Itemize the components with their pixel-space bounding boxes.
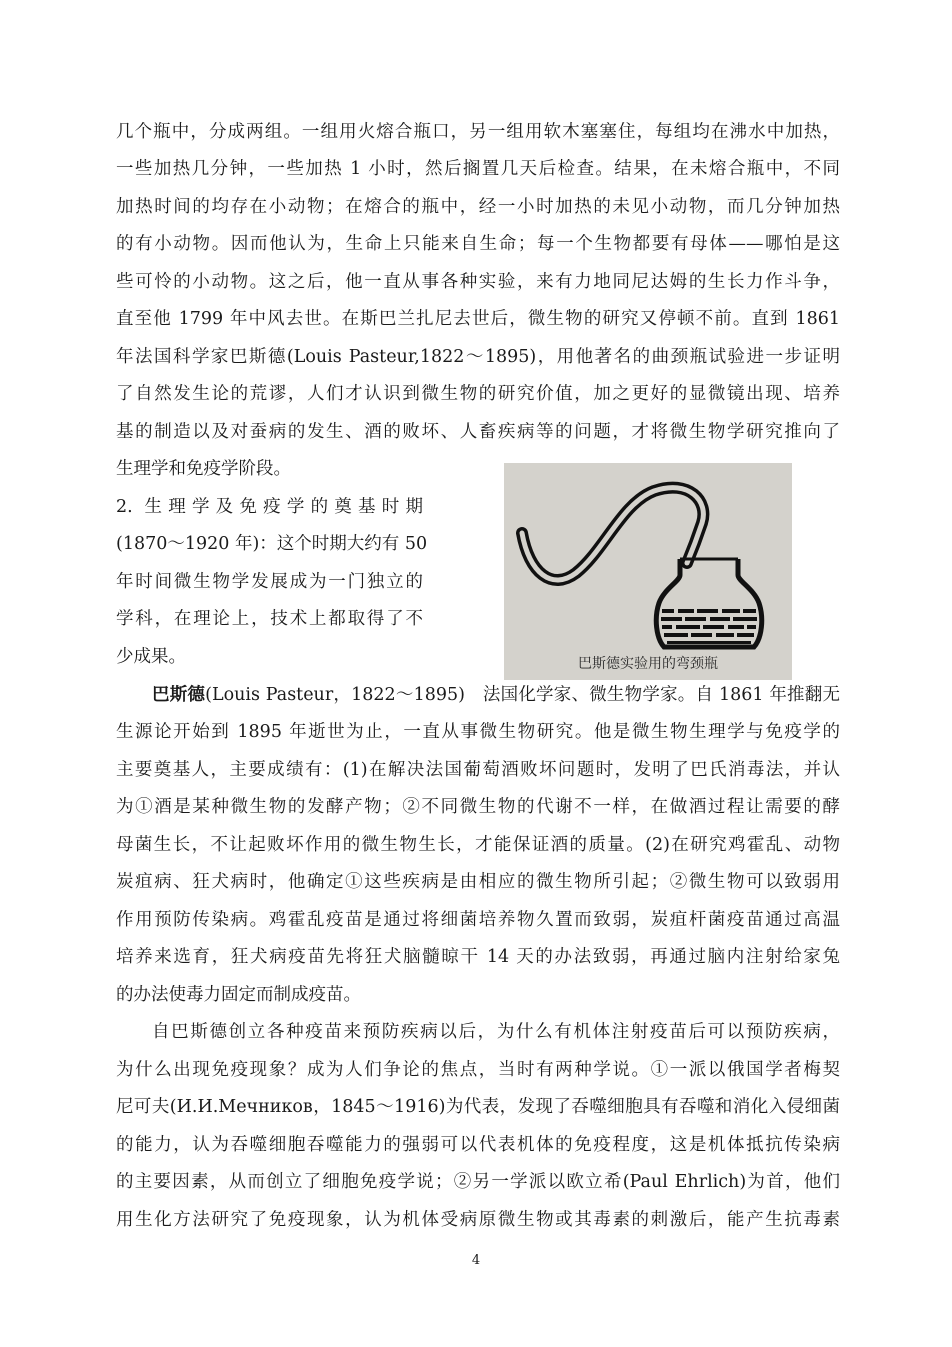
pasteur-heading: 巴斯德 bbox=[152, 685, 206, 705]
text-line: 的能力，认为吞噬细胞吞噬能力的强弱可以代表机体的免疫程度，这是机体抵抗传染病 bbox=[116, 1135, 840, 1155]
text-line: 自巴斯德创立各种疫苗来预防疾病以后，为什么有机体注射疫苗后可以预防疾病， bbox=[152, 1022, 840, 1042]
text-line: 些可怜的小动物。这之后，他一直从事各种实验，来有力地同尼达姆的生长力作斗争， bbox=[116, 272, 840, 292]
text-line: 的办法使毒力固定而制成疫苗。 bbox=[116, 985, 361, 1005]
text-line: 培养来选育，狂犬病疫苗先将狂犬脑髓晾干 14 天的办法致弱，再通过脑内注射给家兔 bbox=[116, 947, 840, 967]
text-line: 基的制造以及对蚕病的发生、酒的败坏、人畜疾病等的问题，才将微生物学研究推向了 bbox=[116, 422, 840, 442]
text-line: 母菌生长，不让起败坏作用的微生物生长，才能保证酒的质量。(2)在研究鸡霍乱、动物 bbox=[116, 835, 840, 855]
pasteur-first-line-rest: (Louis Pasteur，1822～1895) 法国化学家、微生物学家。自 1861 年推翻无 bbox=[205, 685, 840, 705]
text-line: 作用预防传染病。鸡霍乱疫苗是通过将细菌培养物久置而致弱，炭疽杆菌疫苗通过高温 bbox=[116, 910, 840, 930]
text-line: 主要奠基人，主要成绩有：(1)在解决法国葡萄酒败坏问题时，发明了巴氏消毒法，并认 bbox=[116, 760, 840, 780]
swan-neck-flask-illustration bbox=[504, 463, 792, 680]
swan-neck-flask-figure bbox=[504, 463, 792, 680]
text-line: 年法国科学家巴斯德(Louis Pasteur,1822～1895)，用他著名的曲颈瓶试验进一步证明 bbox=[116, 347, 840, 367]
text-line: 生源论开始到 1895 年逝世为止，一直从事微生物研究。他是微生物生理学与免疫学的 bbox=[116, 722, 840, 742]
text-line: 的有小动物。因而他认为，生命上只能来自生命；每一个生物都要有母体——哪怕是这 bbox=[116, 234, 840, 254]
text-line: 几个瓶中，分成两组。一组用火熔合瓶口，另一组用软木塞塞住，每组均在沸水中加热， bbox=[116, 122, 840, 142]
text-line: 少成果。 bbox=[116, 647, 186, 667]
text-line: 一些加热几分钟，一些加热 1 小时，然后搁置几天后检查。结果，在未熔合瓶中，不同 bbox=[116, 159, 840, 179]
text-line bbox=[152, 684, 840, 706]
text-line: 直至他 1799 年中风去世。在斯巴兰扎尼去世后，微生物的研究又停顿不前。直到 1861 bbox=[116, 309, 840, 329]
section-heading: 2. 生理学及免疫学的奠基时期 bbox=[116, 497, 423, 517]
text-line: 用生化方法研究了免疫现象，认为机体受病原微生物或其毒素的刺激后，能产生抗毒素 bbox=[116, 1210, 840, 1230]
text-line: 学科，在理论上，技术上都取得了不 bbox=[116, 609, 423, 629]
text-line: 尼可夫(И.И.Мечников，1845～1916)为代表，发现了吞噬细胞具有吞噬和消化入侵细菌 bbox=[116, 1097, 840, 1117]
text-line: (1870～1920 年)：这个时期大约有 50 bbox=[116, 534, 428, 554]
text-line: 炭疽病、狂犬病时，他确定①这些疾病是由相应的微生物所引起；②微生物可以致弱用 bbox=[116, 872, 840, 892]
text-line: 生理学和免疫学阶段。 bbox=[116, 459, 291, 479]
text-line: 的主要因素，从而创立了细胞免疫学说；②另一学派以欧立希(Paul Ehrlich)为首，他们 bbox=[116, 1172, 840, 1192]
text-line: 年时间微生物学发展成为一门独立的 bbox=[116, 572, 423, 592]
text-line: 为①酒是某种微生物的发酵产物；②不同微生物的代谢不一样，在做酒过程让需要的酵 bbox=[116, 797, 840, 817]
text-line: 加热时间的均存在小动物；在熔合的瓶中，经一小时加热的未见小动物，而几分钟加热 bbox=[116, 197, 840, 217]
text-line: 为什么出现免疫现象？成为人们争论的焦点，当时有两种学说。①一派以俄国学者梅契 bbox=[116, 1060, 840, 1080]
figure-caption: 巴斯德实验用的弯颈瓶 bbox=[578, 656, 718, 672]
page-number: 4 bbox=[471, 1253, 481, 1268]
text-line: 了自然发生论的荒谬，人们才认识到微生物的研究价值，加之更好的显微镜出现、培养 bbox=[116, 384, 840, 404]
